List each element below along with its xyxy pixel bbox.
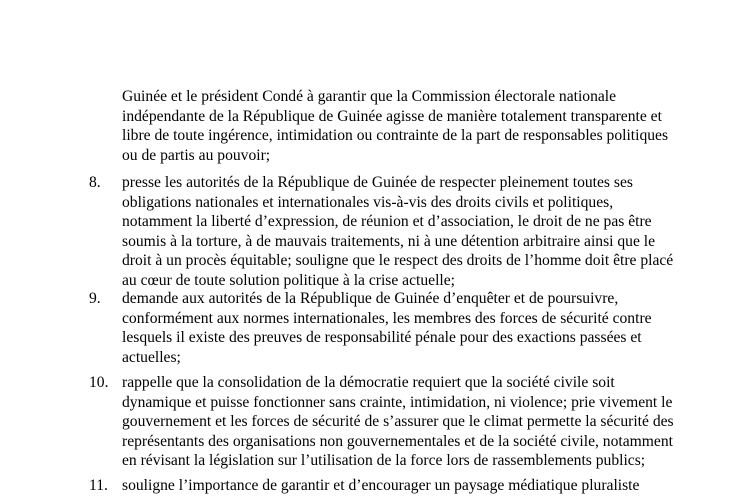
paragraph-line: au cœur de toute solution politique à la crise actuelle; — [122, 271, 455, 289]
item-number: 10. — [89, 374, 109, 391]
paragraph-line: conformément aux normes internationales, les membres des forces de sécurité contre — [122, 309, 652, 327]
paragraph-line: notamment la liberté d’expression, de réunion et d’association, le droit de ne pas être — [122, 213, 652, 230]
item-number: 8. — [89, 174, 101, 191]
paragraph-line: indépendante de la République de Guinée agisse de manière totalement transparente et — [122, 107, 662, 125]
paragraph-line: actuelles; — [122, 348, 181, 366]
paragraph-line: droit à un procès équitable; souligne que le respect des droits de l’homme doit être placé — [122, 252, 674, 269]
paragraph-line: lesquels il existe des preuves de responsabilité pénale pour des exactions passées et — [122, 329, 642, 346]
paragraph-line: Guinée et le président Condé à garantir que la Commission électorale nationale — [122, 88, 617, 105]
paragraph-line: demande aux autorités de la République de Guinée d’enquêter et de poursuivre, — [122, 290, 619, 307]
numbered-paragraph — [122, 289, 722, 367]
paragraph-line: obligations nationales et internationales vis-à-vis des droits civils et politiques, — [122, 193, 614, 211]
continuation-paragraph — [122, 87, 722, 165]
paragraph-line: soumis à la torture, à de mauvais traitements, ni à une détention arbitraire ainsi que le — [122, 232, 656, 250]
paragraph-line: rappelle que la consolidation de la démocratie requiert que la société civile soit — [122, 374, 615, 391]
paragraph-line: libre de toute ingérence, intimidation ou contrainte de la part de responsables politiques — [122, 127, 669, 144]
paragraph-line: en révisant la législation sur l’utilisation de la force lors de rassemblements publics; — [122, 452, 646, 469]
numbered-paragraph — [122, 373, 722, 471]
paragraph-line: ou de partis au pouvoir; — [122, 146, 271, 164]
paragraph-line: représentants des organisations non gouvernementales et de la société civile, notamment — [122, 432, 673, 450]
paragraph-line: gouvernement et les forces de sécurité de s’assurer que le climat permette la sécurité des — [122, 413, 674, 430]
paragraph-line: presse les autorités de la République de Guinée de respecter pleinement toutes ses — [122, 174, 633, 191]
numbered-paragraph — [122, 173, 722, 290]
item-number: 9. — [89, 290, 101, 307]
item-number: 11. — [89, 477, 108, 494]
paragraph-line: dynamique et puisse fonctionner sans crainte, intimidation, ni violence; prie vivement le — [122, 393, 673, 411]
paragraph-line: souligne l’importance de garantir et d’encourager un paysage médiatique pluraliste — [122, 477, 640, 494]
